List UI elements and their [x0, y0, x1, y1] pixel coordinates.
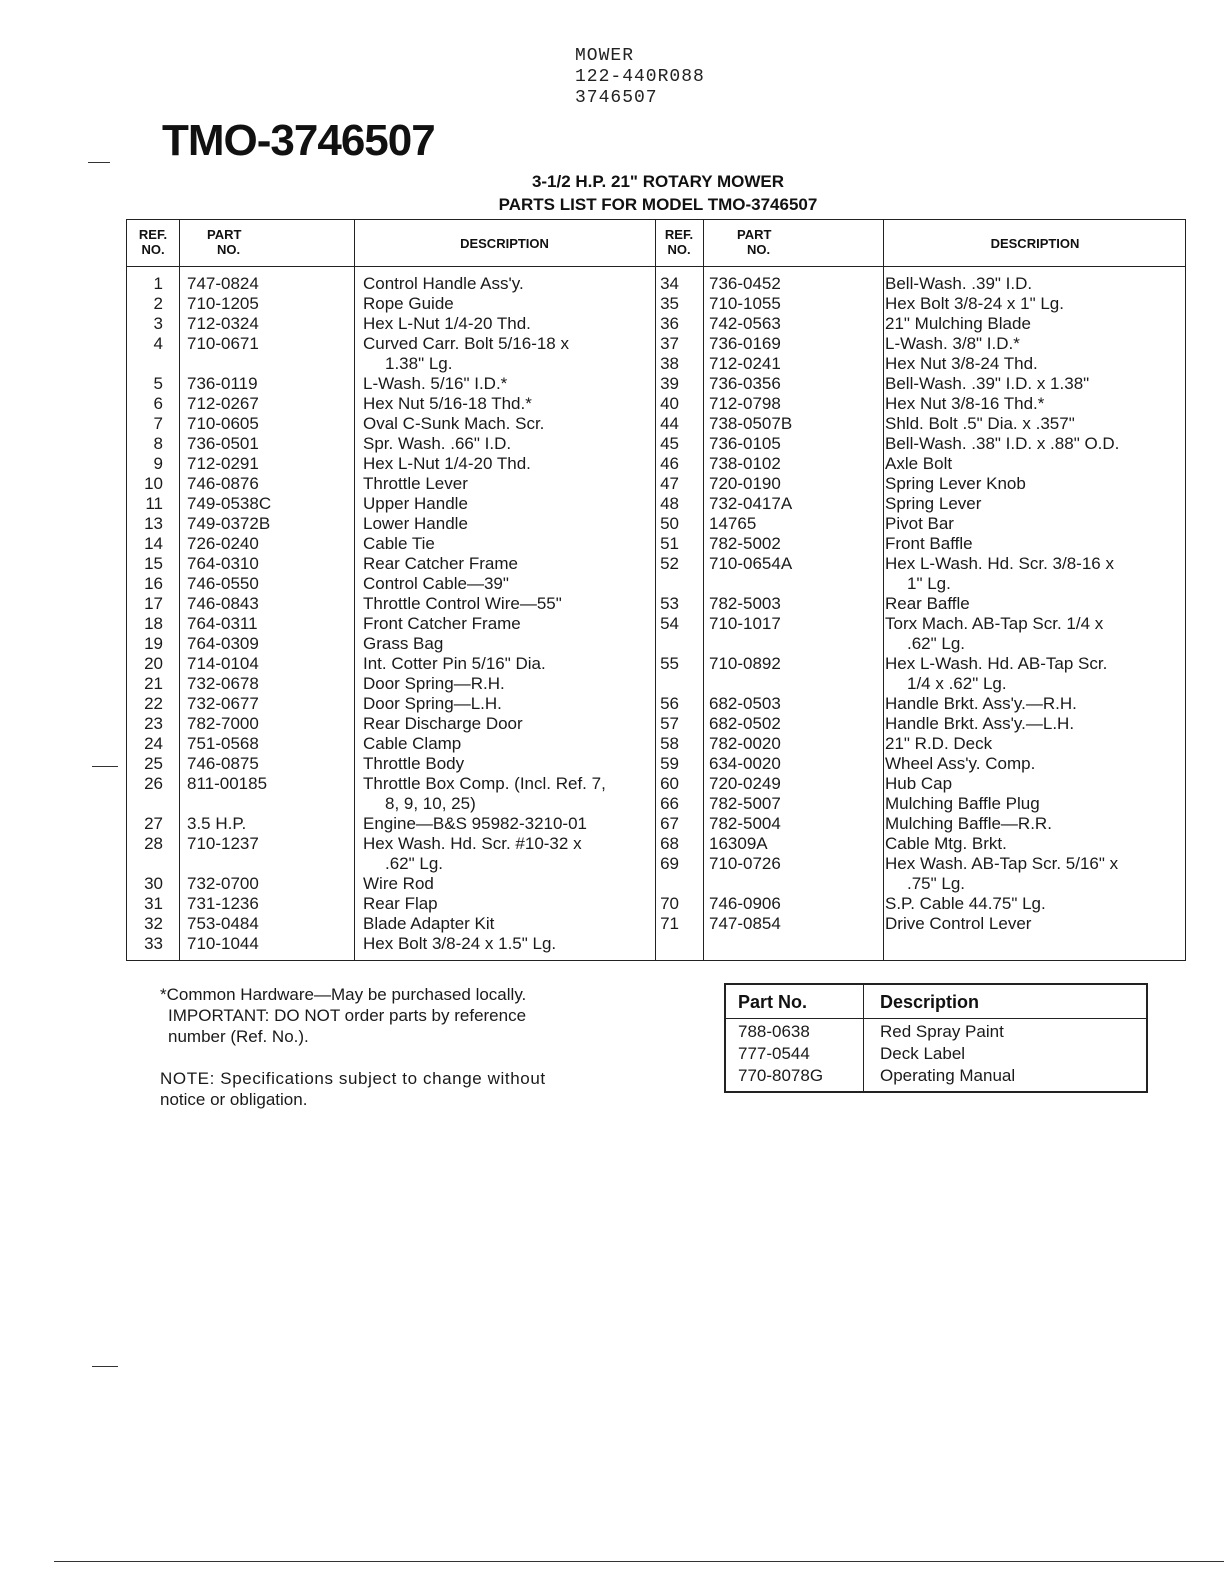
table-row [127, 334, 655, 354]
table-row [127, 414, 655, 434]
ref-number: 68 [660, 834, 679, 853]
ref-number: 67 [660, 814, 679, 833]
part-description: Engine—B&S 95982-3210-01 [363, 814, 587, 833]
right-parts-list [643, 274, 1187, 934]
ref-number: 7 [153, 414, 163, 433]
table-row [643, 614, 1187, 634]
part-description: L-Wash. 5/16" I.D.* [363, 374, 508, 393]
ref-number: 71 [660, 914, 679, 933]
part-number: 720-0249 [709, 774, 781, 793]
table-row [643, 914, 1187, 934]
part-number: 753-0484 [187, 914, 259, 933]
part-number: 736-0501 [187, 434, 259, 453]
table-row [643, 594, 1187, 614]
ref-number: 46 [660, 454, 679, 473]
accessory-part-number: 770-8078G [738, 1066, 824, 1085]
part-number: 712-0798 [709, 394, 781, 413]
table-row [643, 274, 1187, 294]
part-number: 738-0102 [709, 454, 781, 473]
ref-number: 70 [660, 894, 679, 913]
part-number: 720-0190 [709, 474, 781, 493]
table-row [643, 774, 1187, 794]
table-row [643, 494, 1187, 514]
ref-number: 22 [144, 694, 163, 713]
ref-number: 37 [660, 334, 679, 353]
part-number: 710-1055 [709, 294, 781, 313]
ref-number: 21 [144, 674, 163, 693]
part-number: 811-00185 [187, 774, 268, 793]
part-description: Blade Adapter Kit [363, 914, 495, 933]
table-row [643, 714, 1187, 734]
table-row [643, 534, 1187, 554]
table-row [643, 634, 1187, 654]
table-row [127, 394, 655, 414]
ref-number: 69 [660, 854, 679, 873]
table-row [127, 354, 655, 374]
table-row [127, 534, 655, 554]
table-row [643, 554, 1187, 574]
header-part-right: PART NO. [737, 227, 772, 257]
ref-number: 31 [144, 894, 163, 913]
ref-number: 52 [660, 554, 679, 573]
specification-note [160, 1068, 660, 1110]
part-description: Cable Clamp [363, 734, 462, 753]
ref-number: 57 [660, 714, 679, 733]
part-number: 712-0241 [709, 354, 781, 373]
part-number: 710-0726 [709, 854, 781, 873]
model-title: TMO-3746507 [162, 116, 435, 165]
table-row [127, 814, 655, 834]
table-row [127, 314, 655, 334]
stamp-line-3: 3746507 [575, 88, 658, 108]
table-row [127, 614, 655, 634]
accessory-header-part: Part No. [738, 992, 808, 1012]
ref-number: 56 [660, 694, 679, 713]
left-parts-list [127, 274, 655, 954]
part-description: Front Baffle [885, 534, 973, 553]
ref-number: 60 [660, 774, 679, 793]
header-ref-left: REF. NO. [138, 227, 168, 257]
parts-table [126, 219, 1186, 961]
part-number: 712-0267 [187, 394, 259, 413]
bottom-rule [54, 1561, 1224, 1562]
table-row [643, 374, 1187, 394]
part-number: 712-0324 [187, 314, 259, 333]
part-description: Grass Bag [363, 634, 444, 653]
ref-number: 32 [144, 914, 163, 933]
note-line-1: NOTE: Specifications subject to change without [160, 1069, 546, 1088]
table-row [643, 834, 1187, 854]
table-row [127, 734, 655, 754]
part-description: Throttle Lever [363, 474, 468, 493]
part-number: 747-0854 [709, 914, 781, 933]
ref-number: 54 [660, 614, 679, 633]
header-part-left: PART NO. [207, 227, 242, 257]
table-row [127, 454, 655, 474]
part-number: 14765 [709, 514, 757, 533]
part-number: 710-0605 [187, 414, 259, 433]
part-description: Handle Brkt. Ass'y.—R.H. [885, 694, 1077, 713]
part-description: L-Wash. 3/8" I.D.* [885, 334, 1020, 353]
ref-number: 59 [660, 754, 679, 773]
accessory-header-description: Description [880, 992, 980, 1012]
table-row [127, 894, 655, 914]
ref-number: 13 [144, 514, 163, 533]
part-description: 1" Lg. [907, 574, 951, 593]
part-description: Hex Bolt 3/8-24 x 1.5" Lg. [363, 934, 557, 953]
part-description: Wheel Ass'y. Comp. [885, 754, 1036, 773]
part-number: 736-0169 [709, 334, 781, 353]
ref-number: 9 [153, 454, 163, 473]
part-description: Oval C-Sunk Mach. Scr. [363, 414, 545, 433]
part-number: 732-0417A [709, 494, 793, 513]
part-number: 764-0311 [187, 614, 258, 633]
part-number: 710-0671 [187, 334, 259, 353]
ref-number: 44 [660, 414, 679, 433]
accessory-part-number: 788-0638 [738, 1022, 810, 1041]
table-row [127, 654, 655, 674]
part-description: 21" R.D. Deck [885, 734, 993, 753]
ref-number: 55 [660, 654, 679, 673]
table-row [127, 674, 655, 694]
ref-number: 5 [153, 374, 163, 393]
part-description: Torx Mach. AB-Tap Scr. 1/4 x [885, 614, 1104, 633]
part-number: 710-0892 [709, 654, 781, 673]
part-description: Door Spring—L.H. [363, 694, 502, 713]
part-number: 712-0291 [187, 454, 259, 473]
part-description: Lower Handle [363, 514, 468, 533]
part-description: Control Cable—39" [363, 574, 509, 593]
part-description: Door Spring—R.H. [363, 674, 505, 693]
table-row [127, 634, 655, 654]
accessory-row [726, 1021, 1146, 1043]
accessory-description: Red Spray Paint [880, 1022, 1004, 1041]
part-number: 736-0452 [709, 274, 781, 293]
part-number: 710-1044 [187, 934, 259, 953]
margin-mark [92, 766, 118, 767]
part-description: Hex Nut 5/16-18 Thd.* [363, 394, 532, 413]
accessory-parts-table [724, 983, 1148, 1093]
accessory-row [726, 1043, 1146, 1065]
table-row [127, 374, 655, 394]
part-description: Rear Baffle [885, 594, 970, 613]
table-row [127, 514, 655, 534]
ref-number: 6 [153, 394, 163, 413]
part-number: 731-1236 [187, 894, 259, 913]
part-description: Spring Lever [885, 494, 982, 513]
ref-number: 50 [660, 514, 679, 533]
table-row [643, 414, 1187, 434]
table-row [643, 674, 1187, 694]
part-description: Throttle Control Wire—55" [363, 594, 562, 613]
table-row [643, 394, 1187, 414]
part-description: Throttle Body [363, 754, 465, 773]
table-row [127, 774, 655, 794]
table-row [127, 874, 655, 894]
part-number: 742-0563 [709, 314, 781, 333]
part-number: 710-0654A [709, 554, 793, 573]
ref-number: 47 [660, 474, 679, 493]
footnote-line-3: number (Ref. No.). [168, 1027, 309, 1046]
ref-number: 2 [153, 294, 163, 313]
table-row [127, 494, 655, 514]
part-number: 746-0843 [187, 594, 259, 613]
margin-mark [88, 162, 110, 163]
part-number: 746-0550 [187, 574, 259, 593]
part-description: 1.38" Lg. [385, 354, 453, 373]
part-number: 749-0538C [187, 494, 272, 513]
ref-number: 33 [144, 934, 163, 953]
part-number: 16309A [709, 834, 768, 853]
table-row [643, 874, 1187, 894]
table-row [643, 334, 1187, 354]
part-number: 732-0700 [187, 874, 259, 893]
ref-number: 38 [660, 354, 679, 373]
ref-number: 53 [660, 594, 679, 613]
table-row [127, 714, 655, 734]
table-row [643, 474, 1187, 494]
part-description: Pivot Bar [885, 514, 954, 533]
part-number: 764-0309 [187, 634, 259, 653]
part-description: Mulching Baffle Plug [885, 794, 1040, 813]
part-description: Front Catcher Frame [363, 614, 521, 633]
part-description: .62" Lg. [385, 854, 444, 873]
part-description: Control Handle Ass'y. [363, 274, 524, 293]
footnote-line-2: IMPORTANT: DO NOT order parts by reference [168, 1006, 527, 1025]
part-number: 736-0119 [187, 374, 258, 393]
part-description: Rear Discharge Door [363, 714, 523, 733]
part-number: 782-5003 [709, 594, 781, 613]
table-row [643, 854, 1187, 874]
stamp-line-1: MOWER [575, 46, 635, 66]
accessory-row [726, 1065, 1146, 1087]
ref-number: 66 [660, 794, 679, 813]
accessory-description: Deck Label [880, 1044, 966, 1063]
part-description: Rope Guide [363, 294, 454, 313]
ref-number: 20 [144, 654, 163, 673]
part-description: 1/4 x .62" Lg. [907, 674, 1007, 693]
part-description: Spring Lever Knob [885, 474, 1026, 493]
stamp-line-2: 122-440R088 [575, 67, 705, 87]
part-description: S.P. Cable 44.75" Lg. [885, 894, 1046, 913]
part-number: 782-0020 [709, 734, 781, 753]
part-number: 710-1205 [187, 294, 259, 313]
footnote-line-1: *Common Hardware—May be purchased locally. [160, 985, 527, 1004]
part-description: 21" Mulching Blade [885, 314, 1031, 333]
table-row [127, 794, 655, 814]
part-number: 726-0240 [187, 534, 259, 553]
ref-number: 30 [144, 874, 163, 893]
ref-number: 14 [144, 534, 163, 553]
part-description: Rear Flap [363, 894, 438, 913]
part-number: 782-5002 [709, 534, 781, 553]
part-number: 782-7000 [187, 714, 259, 733]
part-number: 710-1017 [709, 614, 781, 633]
part-description: Cable Tie [363, 534, 435, 553]
ref-number: 18 [144, 614, 163, 633]
part-description: Upper Handle [363, 494, 468, 513]
table-row [643, 354, 1187, 374]
table-row [127, 914, 655, 934]
part-description: Cable Mtg. Brkt. [885, 834, 1007, 853]
part-description: Hex Nut 3/8-24 Thd. [885, 354, 1038, 373]
part-description: Wire Rod [363, 874, 434, 893]
part-description: Hex Wash. Hd. Scr. #10-32 x [363, 834, 582, 853]
part-description: Int. Cotter Pin 5/16" Dia. [363, 654, 546, 673]
ref-number: 17 [144, 594, 163, 613]
part-number: 714-0104 [187, 654, 259, 673]
table-row [127, 934, 655, 954]
part-number: 738-0507B [709, 414, 793, 433]
ref-number: 36 [660, 314, 679, 333]
ref-number: 3 [153, 314, 163, 333]
ref-number: 28 [144, 834, 163, 853]
part-number: 746-0875 [187, 754, 259, 773]
note-line-2: notice or obligation. [160, 1090, 308, 1109]
subtitle-mower-spec: 3-1/2 H.P. 21" ROTARY MOWER [531, 172, 785, 191]
part-description: Bell-Wash. .38" I.D. x .88" O.D. [885, 434, 1120, 453]
table-row [127, 294, 655, 314]
part-description: Shld. Bolt .5" Dia. x .357" [885, 414, 1075, 433]
part-description: .62" Lg. [907, 634, 966, 653]
ref-number: 24 [144, 734, 163, 753]
part-number: 634-0020 [709, 754, 781, 773]
ref-number: 10 [144, 474, 163, 493]
ref-number: 40 [660, 394, 679, 413]
ref-number: 25 [144, 754, 163, 773]
table-row [127, 554, 655, 574]
table-row [643, 734, 1187, 754]
part-number: 746-0876 [187, 474, 259, 493]
part-number: 764-0310 [187, 554, 259, 573]
table-row [127, 594, 655, 614]
header-ref-right: REF. NO. [664, 227, 694, 257]
margin-mark [92, 1366, 118, 1367]
part-description: Hex Wash. AB-Tap Scr. 5/16" x [885, 854, 1119, 873]
ref-number: 26 [144, 774, 163, 793]
part-number: 732-0678 [187, 674, 259, 693]
ref-number: 16 [144, 574, 163, 593]
part-number: 736-0105 [709, 434, 781, 453]
part-description: 8, 9, 10, 25) [385, 794, 476, 813]
part-number: 782-5007 [709, 794, 781, 813]
common-hardware-footnote [160, 984, 650, 1047]
accessory-part-number: 777-0544 [738, 1044, 810, 1063]
part-description: Handle Brkt. Ass'y.—L.H. [885, 714, 1075, 733]
table-row [127, 574, 655, 594]
table-row [643, 454, 1187, 474]
ref-number: 27 [144, 814, 163, 833]
ref-number: 51 [660, 534, 679, 553]
part-description: Bell-Wash. .39" I.D. x 1.38" [885, 374, 1090, 393]
part-description: Rear Catcher Frame [363, 554, 518, 573]
ref-number: 35 [660, 294, 679, 313]
table-row [127, 834, 655, 854]
table-row [643, 754, 1187, 774]
table-row [643, 794, 1187, 814]
ref-number: 15 [144, 554, 163, 573]
part-description: .75" Lg. [907, 874, 966, 893]
part-number: 782-5004 [709, 814, 781, 833]
ref-number: 1 [153, 274, 163, 293]
table-row [643, 894, 1187, 914]
part-number: 749-0372B [187, 514, 271, 533]
subtitle-parts-list: PARTS LIST FOR MODEL TMO-3746507 [498, 195, 818, 214]
part-description: Hex Bolt 3/8-24 x 1" Lg. [885, 294, 1064, 313]
part-description: Curved Carr. Bolt 5/16-18 x [363, 334, 569, 353]
part-number: 732-0677 [187, 694, 259, 713]
table-row [643, 654, 1187, 674]
table-row [643, 574, 1187, 594]
part-number: 747-0824 [187, 274, 259, 293]
part-number: 736-0356 [709, 374, 781, 393]
ref-number: 48 [660, 494, 679, 513]
table-row [643, 294, 1187, 314]
ref-number: 34 [660, 274, 679, 293]
accessory-rows [726, 1021, 1146, 1087]
part-number: 3.5 H.P. [187, 814, 247, 833]
ref-number: 58 [660, 734, 679, 753]
part-description: Hex L-Wash. Hd. AB-Tap Scr. [885, 654, 1108, 673]
part-description: Mulching Baffle—R.R. [885, 814, 1052, 833]
table-row [127, 274, 655, 294]
part-description: Throttle Box Comp. (Incl. Ref. 7, [363, 774, 606, 793]
table-row [127, 474, 655, 494]
ref-number: 39 [660, 374, 679, 393]
ref-number: 4 [153, 334, 163, 353]
part-description: Hub Cap [885, 774, 953, 793]
part-number: 751-0568 [187, 734, 259, 753]
ref-number: 23 [144, 714, 163, 733]
part-description: Hex L-Wash. Hd. Scr. 3/8-16 x [885, 554, 1114, 573]
ref-number: 45 [660, 434, 679, 453]
document-stamp [575, 46, 705, 109]
part-number: 710-1237 [187, 834, 259, 853]
table-row [127, 694, 655, 714]
table-row [643, 434, 1187, 454]
header-description-left: DESCRIPTION [460, 236, 549, 251]
part-description: Axle Bolt [885, 454, 953, 473]
part-description: Drive Control Lever [885, 914, 1032, 933]
part-number: 746-0906 [709, 894, 781, 913]
part-number: 682-0502 [709, 714, 781, 733]
ref-number: 11 [145, 494, 163, 513]
table-row [643, 694, 1187, 714]
part-description: Hex Nut 3/8-16 Thd.* [885, 394, 1045, 413]
ref-number: 8 [153, 434, 163, 453]
header-description-right: DESCRIPTION [990, 236, 1080, 251]
accessory-description: Operating Manual [880, 1066, 1016, 1085]
part-description: Spr. Wash. .66" I.D. [363, 434, 512, 453]
table-row [127, 434, 655, 454]
table-row [643, 314, 1187, 334]
table-row [643, 814, 1187, 834]
part-description: Hex L-Nut 1/4-20 Thd. [363, 314, 531, 333]
part-description: Bell-Wash. .39" I.D. [885, 274, 1033, 293]
table-row [127, 854, 655, 874]
table-row [127, 754, 655, 774]
table-row [643, 514, 1187, 534]
ref-number: 19 [144, 634, 163, 653]
part-description: Hex L-Nut 1/4-20 Thd. [363, 454, 531, 473]
part-number: 682-0503 [709, 694, 781, 713]
